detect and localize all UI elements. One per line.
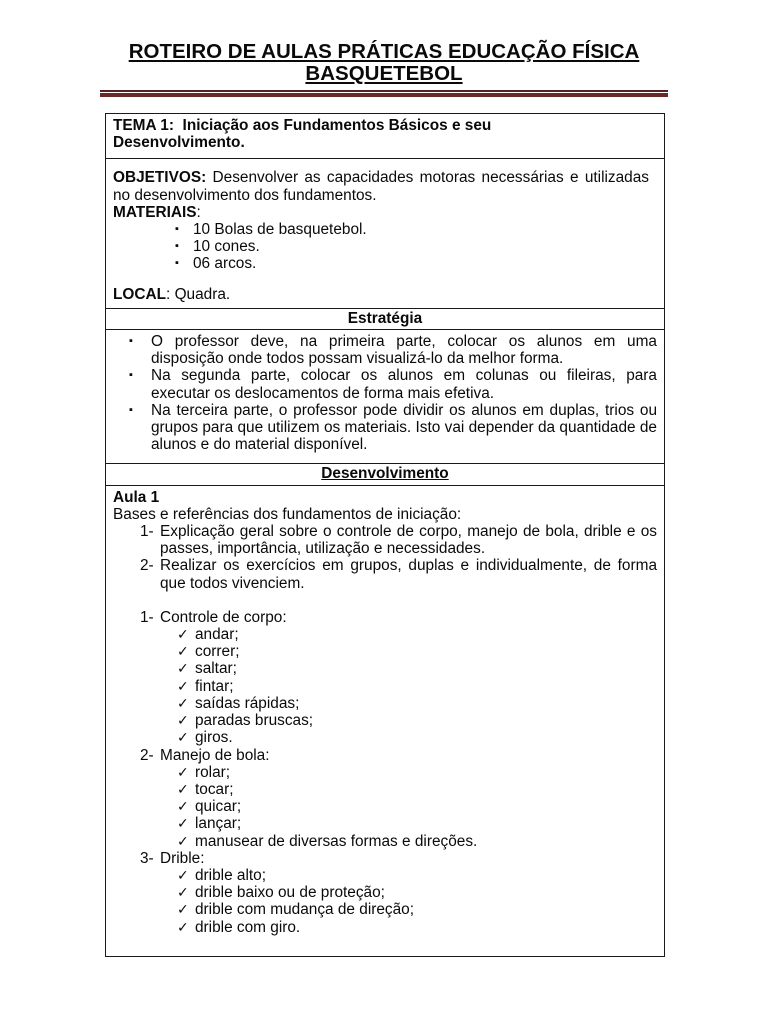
check-icon: ✓ bbox=[177, 677, 189, 694]
check-item-text: andar; bbox=[195, 626, 239, 644]
check-item bbox=[113, 643, 657, 660]
check-item-text: drible com giro. bbox=[195, 918, 301, 936]
group-title: Manejo de bola: bbox=[160, 746, 270, 764]
check-item-text: saídas rápidas; bbox=[195, 694, 300, 712]
strategy-item bbox=[113, 367, 657, 401]
material-item bbox=[113, 255, 657, 272]
estrategia-header: Estratégia bbox=[347, 309, 423, 327]
check-item bbox=[113, 781, 657, 798]
spacer bbox=[113, 273, 657, 286]
materiais-label-line bbox=[113, 204, 657, 221]
estrategia-body-row bbox=[106, 329, 664, 463]
local-label: LOCAL bbox=[113, 285, 167, 303]
square-bullet-icon: ▪ bbox=[129, 403, 133, 416]
check-icon: ✓ bbox=[177, 660, 189, 677]
check-icon: ✓ bbox=[177, 694, 189, 711]
step-number: 1- bbox=[140, 523, 154, 541]
material-item-text: 10 cones. bbox=[193, 238, 260, 256]
check-icon: ✓ bbox=[177, 815, 189, 832]
square-bullet-icon: ▪ bbox=[175, 223, 179, 236]
check-item-text: fintar; bbox=[195, 677, 234, 695]
square-bullet-icon: ▪ bbox=[129, 335, 133, 348]
check-item-text: giros. bbox=[195, 729, 233, 747]
check-item-text: drible baixo ou de proteção; bbox=[195, 884, 385, 902]
check-item-text: drible com mudança de direção; bbox=[195, 901, 415, 919]
material-item-text: 06 arcos. bbox=[193, 255, 257, 273]
strategy-item-text: Na segunda parte, colocar os alunos em colunas ou fileiras, para executar os deslocamentos de forma mais efetiva. bbox=[151, 367, 657, 402]
check-icon: ✓ bbox=[177, 866, 189, 883]
check-icon: ✓ bbox=[177, 918, 189, 935]
local-text: : Quadra. bbox=[166, 285, 231, 303]
page-title bbox=[100, 41, 668, 85]
check-icon: ✓ bbox=[177, 763, 189, 780]
page-title-line2: BASQUETEBOL bbox=[305, 62, 463, 85]
desenvolvimento-header-row bbox=[106, 463, 664, 484]
desenvolvimento-body-row bbox=[106, 485, 664, 956]
check-item-text: tocar; bbox=[195, 780, 234, 798]
group-title: Controle de corpo: bbox=[160, 608, 287, 626]
estrategia-header-row bbox=[106, 308, 664, 329]
check-item bbox=[113, 729, 657, 746]
check-icon: ✓ bbox=[177, 729, 189, 746]
check-item-text: saltar; bbox=[195, 660, 237, 678]
strategy-item bbox=[113, 333, 657, 367]
check-item-text: correr; bbox=[195, 643, 240, 661]
tema-row bbox=[106, 114, 664, 158]
group-title: Drible: bbox=[160, 849, 205, 867]
check-item bbox=[113, 660, 657, 677]
check-item bbox=[113, 815, 657, 832]
square-bullet-icon: ▪ bbox=[129, 369, 133, 382]
step-item bbox=[113, 557, 657, 591]
check-item-text: manusear de diversas formas e direções. bbox=[195, 832, 478, 850]
lesson-plan-table bbox=[105, 113, 665, 957]
objetivos-paragraph bbox=[113, 169, 657, 203]
check-icon: ✓ bbox=[177, 712, 189, 729]
check-item-text: paradas bruscas; bbox=[195, 712, 314, 730]
group-number: 2- bbox=[140, 746, 154, 764]
tema-heading: TEMA 1: Iniciação aos Fundamentos Básicos e seu Desenvolvimento. bbox=[113, 117, 496, 152]
objectives-row bbox=[106, 158, 664, 307]
check-item bbox=[113, 695, 657, 712]
material-item-text: 10 Bolas de basquetebol. bbox=[193, 221, 367, 239]
group-title-line bbox=[113, 609, 657, 626]
aula-intro: Bases e referências dos fundamentos de iniciação: bbox=[113, 505, 462, 523]
strategy-item-text: O professor deve, na primeira parte, colocar os alunos em uma disposição onde todos possam visualizá-lo da melhor forma. bbox=[151, 333, 657, 368]
strategy-item bbox=[113, 402, 657, 454]
check-item bbox=[113, 712, 657, 729]
check-item bbox=[113, 764, 657, 781]
step-item bbox=[113, 523, 657, 557]
check-item bbox=[113, 884, 657, 901]
check-icon: ✓ bbox=[177, 884, 189, 901]
local-line bbox=[113, 286, 657, 303]
group-title-line bbox=[113, 850, 657, 867]
check-icon: ✓ bbox=[177, 798, 189, 815]
square-bullet-icon: ▪ bbox=[175, 240, 179, 253]
objetivos-text: Desenvolver as capacidades motoras necessárias e utilizadas no desenvolvimento dos fundamentos. bbox=[113, 169, 649, 204]
check-item bbox=[113, 798, 657, 815]
material-item bbox=[113, 238, 657, 255]
check-item-text: drible alto; bbox=[195, 866, 267, 884]
check-item-text: rolar; bbox=[195, 763, 231, 781]
check-item bbox=[113, 919, 657, 936]
title-accent-rule bbox=[100, 90, 668, 97]
check-icon: ✓ bbox=[177, 643, 189, 660]
aula-title: Aula 1 bbox=[113, 488, 160, 506]
check-icon: ✓ bbox=[177, 832, 189, 849]
check-item-text: quicar; bbox=[195, 798, 242, 816]
material-item bbox=[113, 221, 657, 238]
group-title-line bbox=[113, 747, 657, 764]
check-icon: ✓ bbox=[177, 780, 189, 797]
step-text: Realizar os exercícios em grupos, duplas e individualmente, de forma que todos vivenciem. bbox=[160, 557, 657, 592]
group-number: 1- bbox=[140, 608, 154, 626]
step-number: 2- bbox=[140, 557, 154, 575]
desenvolvimento-header: Desenvolvimento bbox=[321, 465, 449, 483]
materiais-label: MATERIAIS bbox=[113, 203, 197, 221]
check-icon: ✓ bbox=[177, 901, 189, 918]
spacer bbox=[113, 592, 657, 609]
check-item bbox=[113, 901, 657, 918]
objetivos-label: OBJETIVOS: bbox=[113, 169, 207, 187]
check-item-text: lançar; bbox=[195, 815, 242, 833]
strategy-item-text: Na terceira parte, o professor pode dividir os alunos em duplas, trios ou grupos para que utilizem os materiais. Isto vai depender da quantidade de alunos e do material disponível. bbox=[151, 401, 657, 454]
group-number: 3- bbox=[140, 849, 154, 867]
check-icon: ✓ bbox=[177, 626, 189, 643]
check-item bbox=[113, 833, 657, 850]
square-bullet-icon: ▪ bbox=[175, 257, 179, 270]
materiais-colon: : bbox=[196, 203, 201, 221]
page-title-line1: ROTEIRO DE AULAS PRÁTICAS EDUCAÇÃO FÍSICA bbox=[128, 40, 640, 63]
check-item bbox=[113, 867, 657, 884]
step-text: Explicação geral sobre o controle de corpo, manejo de bola, drible e os passes, importância, utilização e necessidades. bbox=[160, 523, 657, 558]
check-item bbox=[113, 626, 657, 643]
check-item bbox=[113, 678, 657, 695]
